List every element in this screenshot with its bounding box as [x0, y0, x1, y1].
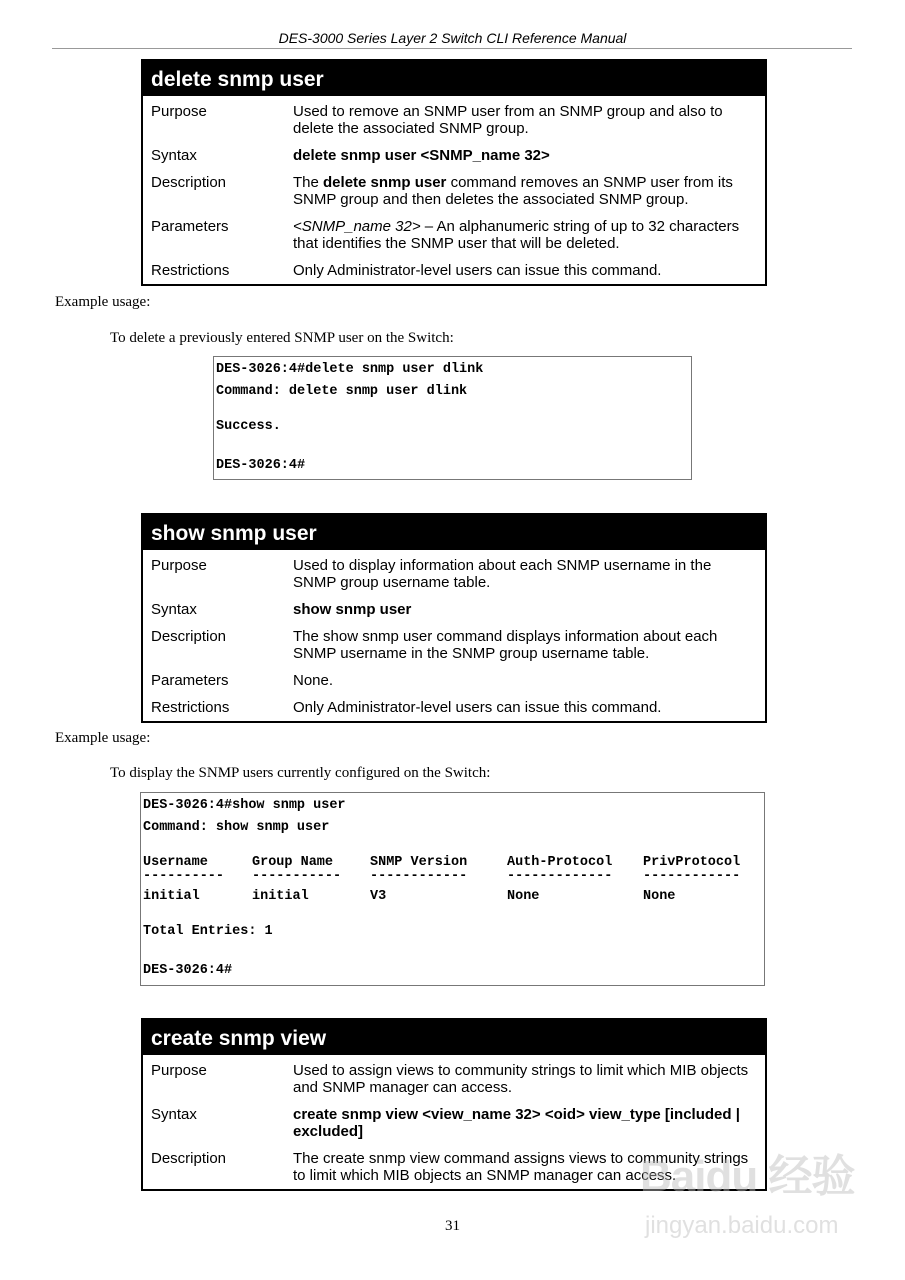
row-value: Only Administrator-level users can issue this command. [293, 699, 662, 716]
command-title: delete snmp user [143, 61, 765, 96]
row-value-text: The [293, 174, 324, 191]
row-value: Only Administrator-level users can issue this command. [293, 262, 662, 279]
table-cell: V3 [370, 889, 387, 904]
row-label: Description [151, 1150, 227, 1167]
cli-line: DES-3026:4#delete snmp user dlink [216, 362, 484, 377]
table-cell: None [643, 889, 676, 904]
table-rule: ----------- [252, 869, 342, 884]
cli-example-delete [213, 356, 692, 480]
row-value: Used to remove an SNMP user from an SNMP group and also to delete the associated SNMP group. [293, 103, 723, 137]
row-label: Restrictions [151, 262, 230, 279]
watermark-url: jingyan.baidu.com [645, 1212, 839, 1239]
example-intro: To delete a previously entered SNMP user on the Switch: [110, 330, 454, 346]
watermark [600, 1140, 870, 1260]
row-value [293, 174, 757, 208]
cli-line: Command: show snmp user [143, 820, 330, 835]
param-name: <SNMP_name 32> [293, 218, 421, 235]
row-label: Purpose [151, 557, 207, 574]
table-header: Auth-Protocol [507, 855, 613, 870]
page-header-title: DES-3000 Series Layer 2 Switch CLI Reference Manual [278, 30, 627, 46]
table-cell: None [507, 889, 540, 904]
cli-example-show [140, 792, 765, 986]
table-cell: initial [252, 889, 309, 904]
param-dash: – [420, 218, 437, 235]
row-label: Parameters [151, 672, 229, 689]
command-table-show-snmp-user [141, 513, 767, 723]
table-header: PrivProtocol [643, 855, 741, 870]
command-title: create snmp view [143, 1020, 765, 1055]
example-heading: Example usage: [55, 730, 151, 746]
row-value: show snmp user [293, 601, 412, 618]
cli-line: DES-3026:4#show snmp user [143, 798, 346, 813]
command-table-delete-snmp-user [141, 59, 767, 286]
page-number: 31 [445, 1218, 460, 1234]
row-value [293, 218, 757, 252]
table-cell: initial [143, 889, 200, 904]
row-value: Used to assign views to community strings to limit which MIB objects and SNMP manager can access. [293, 1062, 749, 1096]
row-value: Used to display information about each SNMP username in the SNMP group username table. [293, 557, 712, 591]
row-label: Description [151, 174, 227, 191]
example-heading: Example usage: [55, 294, 151, 310]
table-header: SNMP Version [370, 855, 468, 870]
example-intro: To display the SNMP users currently configured on the Switch: [110, 765, 491, 781]
table-rule: ---------- [143, 869, 225, 884]
table-header: Username [143, 855, 208, 870]
row-value: The show snmp user command displays information about each SNMP username in the SNMP group username table. [293, 628, 718, 662]
row-label: Restrictions [151, 699, 230, 716]
cli-line: Command: delete snmp user dlink [216, 384, 468, 399]
watermark-brand: Baidu 经验 [640, 1152, 855, 1201]
row-label: Parameters [151, 218, 229, 235]
table-header: Group Name [252, 855, 334, 870]
row-value-text: command removes an SNMP user from its SNMP group and then deletes the associated SNMP group. [293, 174, 733, 208]
row-label: Syntax [151, 1106, 197, 1123]
cli-line: DES-3026:4# [216, 458, 306, 473]
cli-prompt: DES-3026:4# [143, 963, 233, 978]
total-entries: Total Entries: 1 [143, 924, 273, 939]
row-label: Purpose [151, 103, 207, 120]
row-label: Purpose [151, 1062, 207, 1079]
row-value: None. [293, 672, 334, 689]
row-value: delete snmp user <SNMP_name 32> [293, 147, 550, 164]
table-rule: ------------ [643, 869, 741, 884]
command-title: show snmp user [143, 515, 765, 550]
row-label: Description [151, 628, 227, 645]
header-rule [52, 48, 852, 49]
table-rule: ------------- [507, 869, 613, 884]
cli-line: Success. [216, 419, 281, 434]
row-label: Syntax [151, 601, 197, 618]
table-rule: ------------ [370, 869, 468, 884]
param-desc: An alphanumeric string of up to 32 characters that identifies the SNMP user that will be deleted. [293, 218, 740, 252]
row-label: Syntax [151, 147, 197, 164]
row-value: create snmp view <view_name 32> <oid> view_type [included | excluded] [293, 1106, 740, 1140]
row-value: The create snmp view command assigns views to community strings to limit which MIB objects an SNMP manager can access. [293, 1150, 749, 1184]
row-value-bold: delete snmp user [323, 174, 447, 191]
